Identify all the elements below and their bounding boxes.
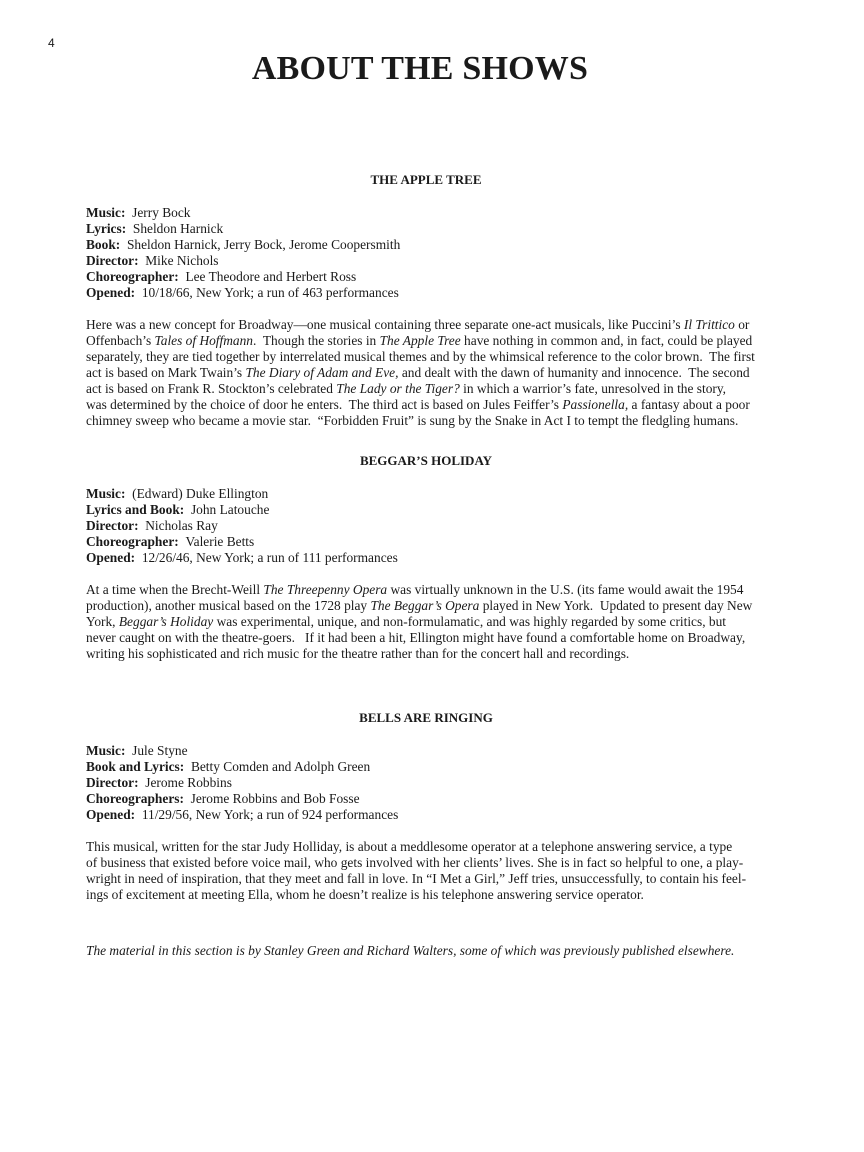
credit-value: Sheldon Harnick, Jerry Bock, Jerome Coopersmith (126, 237, 401, 252)
description-line (86, 598, 766, 614)
credit-line (86, 775, 766, 791)
credit-line (86, 237, 766, 253)
credit-value: John Latouche (190, 502, 270, 517)
text-run: York, (86, 614, 119, 629)
description-line (86, 317, 766, 333)
credit-line (86, 269, 766, 285)
credit-value: (Edward) Duke Ellington (132, 486, 269, 501)
text-run: and dealt with the dawn of humanity and innocence. The second (398, 365, 750, 380)
credit-label: Choreographers: (86, 791, 184, 806)
credit-value: Jerry Bock (132, 205, 191, 220)
italic-title: The Apple Tree (379, 333, 461, 348)
italic-title: The Threepenny Opera (263, 582, 388, 597)
credit-label: Lyrics: (86, 221, 127, 236)
credit-value: 10/18/66, New York; a run of 463 performances (141, 285, 399, 300)
show-description (86, 839, 766, 903)
italic-title: Beggar’s Holiday (118, 614, 214, 629)
text-run: . Though the stories in (253, 333, 380, 348)
footer-note: The material in this section is by Stanley Green and Richard Walters, some of which was previously published elsewhere. (86, 943, 735, 958)
description-line (86, 839, 766, 855)
text-run: Here was a new concept for Broadway—one musical containing three separate one-act musicals, like Puccini’s (86, 317, 684, 332)
credit-line (86, 205, 766, 221)
text-run: chimney sweep who became a movie star. “Forbidden Fruit” is sung by the Snake in Act I to tempt the fledgling humans. (86, 413, 739, 428)
description-line (86, 365, 766, 381)
credit-line (86, 791, 766, 807)
description-line (86, 349, 766, 365)
text-run: a fantasy about a poor (628, 397, 750, 412)
text-run: production), another musical based on the 1728 play (86, 598, 371, 613)
italic-title: Passionella, (562, 397, 629, 412)
main-content (86, 172, 766, 959)
description-line (86, 646, 766, 662)
show-section (86, 453, 766, 662)
text-run: or (734, 317, 750, 332)
credits-list (86, 205, 766, 301)
credit-label: Music: (86, 205, 126, 220)
show-description (86, 582, 766, 662)
text-run: writing his sophisticated and rich music for the theatre rather than for the concert hall and recordings. (86, 646, 630, 661)
credit-line (86, 253, 766, 269)
show-title: BEGGAR’S HOLIDAY (359, 453, 493, 468)
show-section (86, 172, 766, 429)
description-line (86, 630, 766, 646)
credit-label: Director: (86, 253, 139, 268)
description-line (86, 855, 766, 871)
italic-title: Tales of Hoffmann (154, 333, 254, 348)
credits-list (86, 743, 766, 823)
text-run: act is based on Frank R. Stockton’s celebrated (86, 381, 337, 396)
credit-line (86, 534, 766, 550)
description-line (86, 614, 766, 630)
show-section (86, 710, 766, 903)
credit-label: Director: (86, 518, 139, 533)
credit-line (86, 550, 766, 566)
description-line (86, 333, 766, 349)
credit-value: Nicholas Ray (145, 518, 218, 533)
text-run: never caught on with the theatre-goers. If it had been a hit, Ellington might have found a comfortable home on Broadway, (86, 630, 746, 645)
credit-label: Choreographer: (86, 269, 179, 284)
credit-label: Opened: (86, 807, 136, 822)
credit-value: Betty Comden and Adolph Green (190, 759, 371, 774)
text-run: of business that existed before voice mail, who gets involved with her clients’ lives. She is in fact so helpful to one, a play- (86, 855, 744, 870)
credit-value: 12/26/46, New York; a run of 111 performances (141, 550, 398, 565)
credit-value: Jule Styne (132, 743, 188, 758)
credit-label: Music: (86, 743, 126, 758)
credit-label: Lyrics and Book: (86, 502, 185, 517)
italic-title: The Lady or the Tiger? (336, 381, 460, 396)
credit-value: Jerome Robbins and Bob Fosse (190, 791, 360, 806)
credit-line (86, 807, 766, 823)
text-run: wright in need of inspiration, that they meet and fall in love. In “I Met a Girl,” Jeff tries, unsuccessfully, to contain his feel- (86, 871, 747, 886)
show-title: BELLS ARE RINGING (359, 710, 493, 725)
credit-label: Opened: (86, 550, 136, 565)
description-line (86, 887, 766, 903)
credit-line (86, 221, 766, 237)
credit-line (86, 743, 766, 759)
credit-line (86, 285, 766, 301)
credit-line (86, 486, 766, 502)
show-title: THE APPLE TREE (370, 172, 482, 187)
page-number: 4 (48, 36, 55, 50)
text-run: was virtually unknown in the U.S. (its fame would await the 1954 (387, 582, 744, 597)
credit-value: Mike Nichols (145, 253, 219, 268)
text-run: separately, they are tied together by interrelated musical themes and by the whimsical reference to the color brown. The first (86, 349, 755, 364)
credit-line (86, 759, 766, 775)
italic-title: Il Trittico (683, 317, 735, 332)
description-line (86, 413, 766, 429)
credit-label: Opened: (86, 285, 136, 300)
description-line (86, 397, 766, 413)
credit-label: Book: (86, 237, 121, 252)
text-run: in which a warrior’s fate, unresolved in the story, (459, 381, 727, 396)
credit-value: 11/29/56, New York; a run of 924 performances (141, 807, 399, 822)
credit-label: Music: (86, 486, 126, 501)
credit-line (86, 502, 766, 518)
credit-value: Sheldon Harnick (132, 221, 224, 236)
italic-title: The Diary of Adam and Eve, (245, 365, 399, 380)
credit-line (86, 518, 766, 534)
italic-title: The Beggar’s Opera (370, 598, 480, 613)
show-description (86, 317, 766, 429)
credit-value: Lee Theodore and Herbert Ross (185, 269, 357, 284)
text-run: was experimental, unique, and non-formulamatic, and was highly regarded by some critics, but (213, 614, 727, 629)
credit-label: Director: (86, 775, 139, 790)
credit-value: Valerie Betts (185, 534, 255, 549)
text-run: act is based on Mark Twain’s (86, 365, 246, 380)
text-run: was determined by the choice of door he enters. The third act is based on Jules Feiffer’s (86, 397, 563, 412)
page-title: ABOUT THE SHOWS (251, 50, 589, 87)
text-run: ings of excitement at meeting Ella, whom he doesn’t realize is his telephone answering service operator. (86, 887, 644, 902)
credits-list (86, 486, 766, 566)
credit-label: Choreographer: (86, 534, 179, 549)
text-run: have nothing in common and, in fact, could be played (460, 333, 753, 348)
text-run: At a time when the Brecht-Weill (86, 582, 264, 597)
credit-label: Book and Lyrics: (86, 759, 185, 774)
text-run: This musical, written for the star Judy Holliday, is about a meddlesome operator at a telephone answering service, a type (86, 839, 733, 854)
description-line (86, 871, 766, 887)
text-run: Offenbach’s (86, 333, 155, 348)
description-line (86, 381, 766, 397)
text-run: played in New York. Updated to present day New (479, 598, 753, 613)
description-line (86, 582, 766, 598)
credit-value: Jerome Robbins (145, 775, 232, 790)
